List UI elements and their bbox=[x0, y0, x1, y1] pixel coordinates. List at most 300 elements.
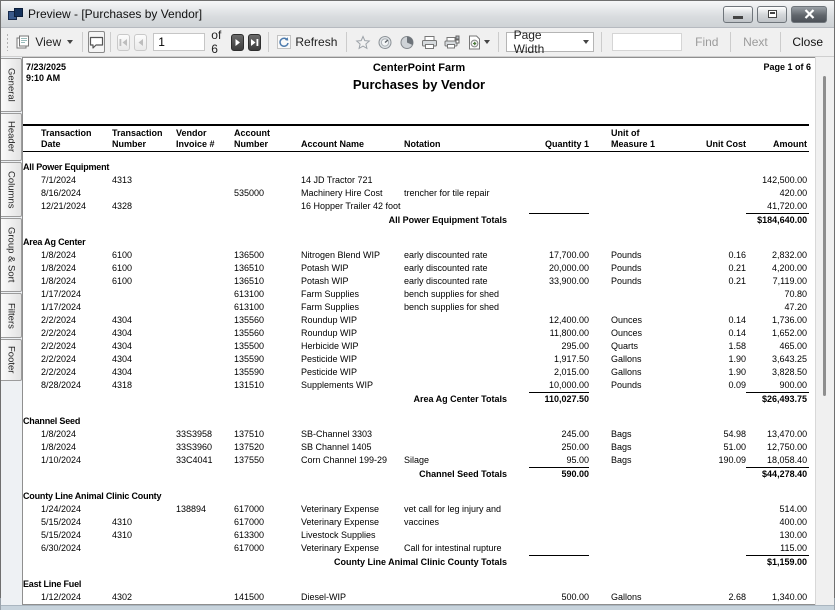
refresh-button[interactable] bbox=[273, 33, 341, 51]
cell-acct: 135560 bbox=[234, 327, 265, 338]
cell-cost: 2.68 bbox=[728, 591, 746, 602]
cell-acct: 137510 bbox=[234, 428, 265, 439]
cell-inv bbox=[176, 200, 234, 214]
cell-name: Potash WIP bbox=[301, 275, 349, 286]
cell-cost: 51.00 bbox=[723, 441, 746, 452]
cell-note: vet call for leg injury and bbox=[404, 503, 502, 514]
column-header bbox=[112, 125, 176, 151]
group-header-row bbox=[23, 161, 809, 174]
cell-unit: Pounds bbox=[611, 275, 642, 286]
table-row bbox=[23, 249, 809, 262]
cell-note bbox=[404, 174, 529, 187]
cell-num: 4310 bbox=[112, 516, 133, 527]
cell-num bbox=[112, 454, 176, 468]
cell-date: 5/15/2024 bbox=[41, 516, 82, 527]
separator bbox=[82, 32, 83, 52]
cell-note bbox=[404, 353, 529, 366]
export-button[interactable] bbox=[464, 33, 493, 52]
export-dropdown-caret bbox=[484, 40, 490, 44]
cell-note bbox=[404, 314, 529, 327]
next-page-icon bbox=[232, 37, 243, 48]
report-page bbox=[22, 57, 815, 605]
main-area bbox=[1, 57, 834, 605]
cell-note bbox=[404, 200, 529, 214]
last-page-button[interactable] bbox=[248, 34, 261, 51]
table-row bbox=[23, 262, 809, 275]
cell-unit bbox=[589, 555, 661, 569]
view-dropdown-caret bbox=[67, 40, 73, 44]
table-row bbox=[23, 275, 809, 288]
table-row bbox=[23, 366, 809, 379]
cell-qty: 11,800.00 bbox=[549, 327, 589, 338]
cell-amt: 47.20 bbox=[784, 301, 808, 312]
cell-note: bench supplies for shed bbox=[404, 301, 500, 312]
cell-cost bbox=[661, 301, 746, 314]
separator bbox=[730, 32, 731, 52]
cell-qty bbox=[529, 174, 589, 187]
zoom-value: Page Width bbox=[513, 28, 545, 56]
cell-qty bbox=[529, 200, 589, 214]
cell-amt: 115.00 bbox=[780, 542, 807, 553]
cell-date: 2/2/2024 bbox=[41, 340, 77, 351]
group-header-row bbox=[23, 236, 809, 249]
cell-qty: 245.00 bbox=[561, 428, 589, 439]
separator bbox=[498, 32, 499, 52]
cell-num: 6100 bbox=[112, 262, 133, 273]
cell-date: 1/12/2024 bbox=[41, 591, 82, 602]
group-totals-label: County Line Animal Clinic County Totals bbox=[333, 556, 507, 567]
report-time: 9:10 AM bbox=[26, 73, 61, 83]
cell-name: Potash WIP bbox=[301, 262, 349, 273]
cell-unit: Ounces bbox=[611, 314, 643, 325]
cell-num bbox=[112, 301, 176, 314]
group-total-amount: $1,159.00 bbox=[746, 555, 809, 569]
column-header bbox=[176, 125, 234, 151]
vendor-group bbox=[23, 578, 809, 604]
cell-cost: 1.90 bbox=[728, 366, 746, 377]
minimize-icon bbox=[733, 16, 743, 19]
search-input[interactable] bbox=[612, 33, 682, 51]
table-row bbox=[23, 516, 809, 529]
table-row bbox=[23, 327, 809, 340]
cell-qty bbox=[529, 503, 589, 516]
cell-amt: 400.00 bbox=[779, 516, 807, 527]
cell-cost bbox=[661, 555, 746, 569]
column-header-line bbox=[746, 128, 807, 139]
print-setup-button[interactable] bbox=[441, 33, 464, 52]
comment-bubble-icon bbox=[89, 36, 104, 49]
group-total-quantity bbox=[529, 555, 589, 569]
cell-name: Pesticide WIP bbox=[301, 353, 358, 364]
cell-acct: 136510 bbox=[234, 275, 265, 286]
cell-name: Diesel-WIP bbox=[301, 591, 347, 602]
cell-name: 16 Hopper Trailer 42 foot bbox=[301, 201, 401, 211]
group-total-quantity: 590.00 bbox=[529, 467, 589, 481]
column-header bbox=[23, 125, 112, 151]
cell-cost: 0.21 bbox=[728, 275, 746, 286]
cell-acct bbox=[234, 200, 301, 214]
separator bbox=[268, 32, 269, 52]
sidebar-tab-filters[interactable]: Filters bbox=[1, 293, 22, 338]
cell-cost bbox=[661, 288, 746, 301]
cell-date: 1/8/2024 bbox=[41, 428, 77, 439]
refresh-label: Refresh bbox=[295, 35, 338, 49]
cell-note bbox=[404, 366, 529, 379]
vendor-group bbox=[23, 490, 809, 569]
column-header-line: Notation bbox=[404, 138, 441, 149]
page-number-input[interactable] bbox=[153, 33, 205, 51]
cell-amt: 70.80 bbox=[784, 288, 808, 299]
column-header-line bbox=[661, 128, 746, 139]
cell-amt: 900.00 bbox=[779, 379, 808, 390]
column-header-line: Invoice # bbox=[176, 138, 215, 149]
cell-date: 1/17/2024 bbox=[41, 301, 82, 312]
cell-num: 4328 bbox=[112, 201, 133, 211]
close-window-button[interactable] bbox=[791, 6, 827, 23]
cell-num: 4313 bbox=[112, 174, 133, 185]
cell-acct: 135590 bbox=[234, 366, 265, 377]
table-row bbox=[23, 428, 809, 441]
cell-name: Livestock Supplies bbox=[301, 529, 376, 540]
bookmark-button[interactable] bbox=[352, 33, 374, 52]
cell-num bbox=[112, 288, 176, 301]
report-content bbox=[23, 58, 815, 604]
cell-inv bbox=[176, 262, 234, 275]
cell-inv bbox=[176, 542, 234, 556]
cell-unit bbox=[589, 467, 661, 481]
cell-inv: 33S3960 bbox=[176, 441, 213, 452]
zoom-dropdown-caret bbox=[583, 40, 589, 44]
next-page-button[interactable] bbox=[231, 34, 244, 51]
find-next-button[interactable]: Next bbox=[743, 35, 768, 49]
sidebar-tab-header[interactable]: Header bbox=[1, 113, 22, 161]
group-name: All Power Equipment bbox=[23, 161, 110, 172]
cell-amt: 4,200.00 bbox=[772, 262, 808, 273]
group-name: County Line Animal Clinic County bbox=[23, 490, 162, 501]
cell-name: Veterinary Expense bbox=[301, 543, 380, 553]
cell-acct: 535000 bbox=[234, 187, 265, 198]
cell-date: 1/17/2024 bbox=[41, 288, 82, 299]
cell-amt: 1,652.00 bbox=[772, 327, 808, 338]
cell-note bbox=[404, 327, 529, 340]
table-row bbox=[23, 591, 809, 604]
cell-note: Silage bbox=[404, 455, 430, 465]
column-header-line: Date bbox=[41, 138, 61, 149]
cell-qty: 33,900.00 bbox=[548, 275, 589, 286]
table-row bbox=[23, 288, 809, 301]
scrollbar-thumb[interactable] bbox=[823, 76, 826, 396]
pie-chart-icon bbox=[399, 35, 415, 50]
cell-acct: 617000 bbox=[234, 516, 265, 527]
printer-icon bbox=[421, 35, 438, 50]
cell-unit bbox=[589, 516, 661, 529]
cell-num bbox=[112, 441, 176, 454]
cell-qty bbox=[529, 187, 589, 200]
cell-inv bbox=[176, 353, 234, 366]
cell-qty: 17,700.00 bbox=[548, 249, 589, 260]
cell-name: Veterinary Expense bbox=[301, 503, 380, 514]
cell-date: 2/2/2024 bbox=[41, 327, 77, 338]
cell-num: 4302 bbox=[112, 591, 133, 602]
table-row bbox=[23, 441, 809, 454]
cell-inv: 33C4041 bbox=[176, 455, 213, 465]
cell-num bbox=[112, 428, 176, 441]
column-header bbox=[404, 125, 529, 151]
cell-acct: 613100 bbox=[234, 301, 265, 312]
cell-unit: Pounds bbox=[611, 262, 642, 273]
cell-acct: 137550 bbox=[234, 455, 265, 465]
report-page-label: Page 1 of 6 bbox=[763, 62, 811, 72]
column-header-line: Account Name bbox=[301, 138, 365, 149]
cell-date: 5/15/2024 bbox=[41, 529, 82, 540]
cell-name: Farm Supplies bbox=[301, 288, 360, 299]
cell-num: 6100 bbox=[112, 275, 133, 286]
cell-name: Herbicide WIP bbox=[301, 340, 359, 351]
window-bottom-frame bbox=[1, 605, 834, 610]
cell-date: 1/8/2024 bbox=[41, 441, 77, 452]
previous-page-button[interactable] bbox=[134, 34, 147, 51]
cell-unit: Gallons bbox=[611, 353, 642, 364]
cell-qty bbox=[529, 301, 589, 314]
cell-amt: 3,828.50 bbox=[772, 366, 808, 377]
group-totals-label: All Power Equipment Totals bbox=[388, 214, 507, 225]
column-header-line: Transaction bbox=[112, 127, 163, 138]
comment-toggle-button[interactable] bbox=[88, 31, 105, 53]
separator bbox=[110, 32, 111, 52]
table-row bbox=[23, 379, 809, 393]
zoom-select[interactable] bbox=[506, 28, 594, 56]
cell-name: Roundup WIP bbox=[301, 327, 358, 338]
column-header-line: Vendor bbox=[176, 127, 207, 138]
cell-inv bbox=[176, 591, 234, 604]
find-button[interactable]: Find bbox=[695, 35, 719, 49]
table-row bbox=[23, 542, 809, 556]
cell-name: Veterinary Expense bbox=[301, 516, 380, 527]
star-icon bbox=[355, 35, 371, 50]
group-name: Area Ag Center bbox=[23, 236, 86, 247]
report-header bbox=[23, 60, 815, 124]
group-total-quantity: 110,027.50 bbox=[529, 392, 589, 406]
close-icon bbox=[804, 9, 815, 19]
sidebar-tab-columns[interactable]: Columns bbox=[1, 162, 22, 217]
cell-acct: 141500 bbox=[234, 591, 265, 602]
cell-acct: 131510 bbox=[234, 380, 265, 390]
gauge-icon bbox=[377, 35, 393, 50]
restore-icon bbox=[768, 10, 777, 18]
cell-note: early discounted rate bbox=[404, 249, 488, 260]
pie-chart-button[interactable] bbox=[396, 33, 418, 52]
cell-note bbox=[404, 428, 529, 441]
group-total-amount: $26,493.75 bbox=[746, 392, 809, 406]
column-header-line bbox=[529, 128, 589, 139]
cell-unit: Gallons bbox=[611, 591, 642, 602]
table-row bbox=[23, 503, 809, 516]
cell-num: 4304 bbox=[112, 314, 133, 325]
cell-name: Nitrogen Blend WIP bbox=[301, 249, 381, 260]
first-page-button[interactable] bbox=[117, 34, 130, 51]
cell-inv bbox=[176, 187, 234, 200]
cell-cost: 0.14 bbox=[728, 327, 746, 338]
cell-note bbox=[404, 340, 529, 353]
cell-note bbox=[404, 379, 529, 393]
cell-date: 2/2/2024 bbox=[41, 353, 77, 364]
column-header bbox=[661, 125, 746, 151]
cell-name: Pesticide WIP bbox=[301, 366, 358, 377]
column-header-line: Unit of bbox=[611, 127, 640, 138]
app-icon bbox=[8, 8, 23, 21]
cell-amt: 465.00 bbox=[779, 340, 808, 351]
cell-inv bbox=[176, 516, 234, 529]
cell-cost bbox=[661, 187, 746, 200]
print-button[interactable] bbox=[418, 33, 441, 52]
column-header bbox=[301, 125, 404, 151]
cell-qty: 250.00 bbox=[561, 441, 589, 452]
cell-amt: 130.00 bbox=[779, 529, 807, 540]
cell-unit bbox=[589, 288, 661, 301]
cell-amt: 420.00 bbox=[779, 187, 808, 198]
sidebar-tab-general[interactable]: General bbox=[1, 58, 22, 112]
minimize-button[interactable] bbox=[723, 6, 753, 23]
cell-note bbox=[404, 591, 529, 604]
title-bar bbox=[1, 1, 834, 28]
cell-note: early discounted rate bbox=[404, 275, 488, 286]
page-count-label: of 6 bbox=[211, 28, 222, 56]
cell-date: 6/30/2024 bbox=[41, 543, 82, 553]
group-totals-row bbox=[23, 555, 809, 569]
cell-num: 4304 bbox=[112, 366, 133, 377]
group-totals-row bbox=[23, 213, 809, 227]
cell-unit: Pounds bbox=[611, 249, 642, 260]
cell-name: Farm Supplies bbox=[301, 301, 360, 312]
column-header-line: Quantity 1 bbox=[544, 138, 589, 149]
gauge-button[interactable] bbox=[374, 33, 396, 52]
column-header-line: Amount bbox=[773, 138, 807, 149]
cell-note: vaccines bbox=[404, 516, 440, 527]
cell-inv bbox=[176, 340, 234, 353]
group-totals-row bbox=[23, 392, 809, 406]
table-row bbox=[23, 187, 809, 200]
cell-inv bbox=[176, 288, 234, 301]
previous-page-icon bbox=[135, 37, 146, 48]
sidebar-tab-footer[interactable]: Footer bbox=[1, 339, 22, 381]
toolbar bbox=[1, 28, 834, 57]
column-header-line: Unit Cost bbox=[706, 138, 746, 149]
cell-acct: 135500 bbox=[234, 340, 265, 351]
report-title: Purchases by Vendor bbox=[352, 77, 486, 92]
vendor-group bbox=[23, 161, 809, 227]
cell-date: 1/8/2024 bbox=[41, 275, 77, 286]
cell-cost: 1.90 bbox=[728, 353, 746, 364]
cell-acct: 617000 bbox=[234, 503, 265, 514]
vertical-scrollbar[interactable] bbox=[815, 57, 834, 605]
cell-unit bbox=[589, 542, 661, 556]
cell-inv: 138894 bbox=[176, 503, 207, 514]
cell-cost bbox=[661, 174, 746, 187]
cell-name: SB Channel 1405 bbox=[301, 441, 372, 452]
cell-cost: 190.09 bbox=[718, 455, 746, 465]
report-body bbox=[23, 124, 815, 604]
vendor-group bbox=[23, 236, 809, 406]
cell-num bbox=[112, 187, 176, 200]
table-row bbox=[23, 314, 809, 327]
cell-name: Supplements WIP bbox=[301, 380, 374, 390]
cell-num: 4304 bbox=[112, 327, 133, 338]
restore-button[interactable] bbox=[757, 6, 787, 23]
cell-qty: 295.00 bbox=[561, 340, 589, 351]
table-row bbox=[23, 353, 809, 366]
cell-num: 6100 bbox=[112, 249, 133, 260]
group-name: Channel Seed bbox=[23, 415, 81, 426]
cell-qty: 500.00 bbox=[561, 591, 589, 602]
table-row bbox=[23, 340, 809, 353]
cell-qty: 12,400.00 bbox=[548, 314, 589, 325]
group-totals-row bbox=[23, 467, 809, 481]
column-header bbox=[234, 125, 301, 151]
cell-inv: 33S3958 bbox=[176, 428, 213, 439]
cell-qty bbox=[529, 542, 589, 556]
cell-amt: 7,119.00 bbox=[772, 275, 808, 286]
separator bbox=[346, 32, 347, 52]
sidebar-tabstrip bbox=[1, 57, 22, 605]
cell-note: early discounted rate bbox=[404, 262, 488, 273]
cell-amt: 2,832.00 bbox=[772, 249, 808, 260]
sidebar-tab-group-sort[interactable]: Group & Sort bbox=[1, 218, 22, 292]
cell-unit: Pounds bbox=[611, 380, 642, 390]
table-row bbox=[23, 174, 809, 187]
cell-date: 12/21/2024 bbox=[41, 201, 87, 211]
cell-qty: 2,015.00 bbox=[553, 366, 589, 377]
cell-date: 1/24/2024 bbox=[41, 503, 82, 514]
view-button[interactable] bbox=[12, 33, 77, 51]
cell-acct: 617000 bbox=[234, 543, 265, 553]
cell-date: 8/28/2024 bbox=[41, 380, 82, 390]
cell-date: 2/2/2024 bbox=[41, 314, 77, 325]
cell-qty bbox=[529, 516, 589, 529]
table-row bbox=[23, 454, 809, 468]
cell-inv bbox=[176, 249, 234, 262]
separator bbox=[780, 32, 781, 52]
cell-amt: 514.00 bbox=[779, 503, 807, 514]
cell-acct: 613300 bbox=[234, 529, 265, 540]
cell-amt: 13,470.00 bbox=[767, 428, 808, 439]
toolbar-grip[interactable] bbox=[6, 33, 8, 51]
cell-cost: 0.09 bbox=[728, 380, 746, 390]
cell-qty: 10,000.00 bbox=[548, 379, 589, 390]
close-preview-button[interactable]: Close bbox=[792, 35, 824, 49]
cell-amt: 3,643.25 bbox=[772, 353, 808, 364]
first-page-icon bbox=[118, 37, 129, 48]
cell-unit: Bags bbox=[611, 455, 632, 465]
column-header-line bbox=[301, 128, 404, 139]
cell-cost: 0.16 bbox=[728, 249, 746, 260]
column-header bbox=[746, 125, 809, 151]
cell-unit bbox=[589, 187, 661, 200]
cell-cost bbox=[661, 542, 746, 556]
cell-inv bbox=[176, 301, 234, 314]
column-header bbox=[589, 125, 661, 151]
cell-amt: 1,736.00 bbox=[772, 314, 808, 325]
column-header-line: Number bbox=[234, 138, 269, 149]
report-company: CenterPoint Farm bbox=[372, 62, 466, 74]
cell-note bbox=[404, 441, 529, 454]
print-setup-icon bbox=[444, 35, 461, 50]
cell-name: Roundup WIP bbox=[301, 314, 358, 325]
cell-date: 1/8/2024 bbox=[41, 262, 77, 273]
cell-date: 1/10/2024 bbox=[41, 455, 82, 465]
cell-unit bbox=[589, 503, 661, 516]
cell-cost bbox=[661, 516, 746, 529]
cell-cost: 54.98 bbox=[723, 428, 746, 439]
